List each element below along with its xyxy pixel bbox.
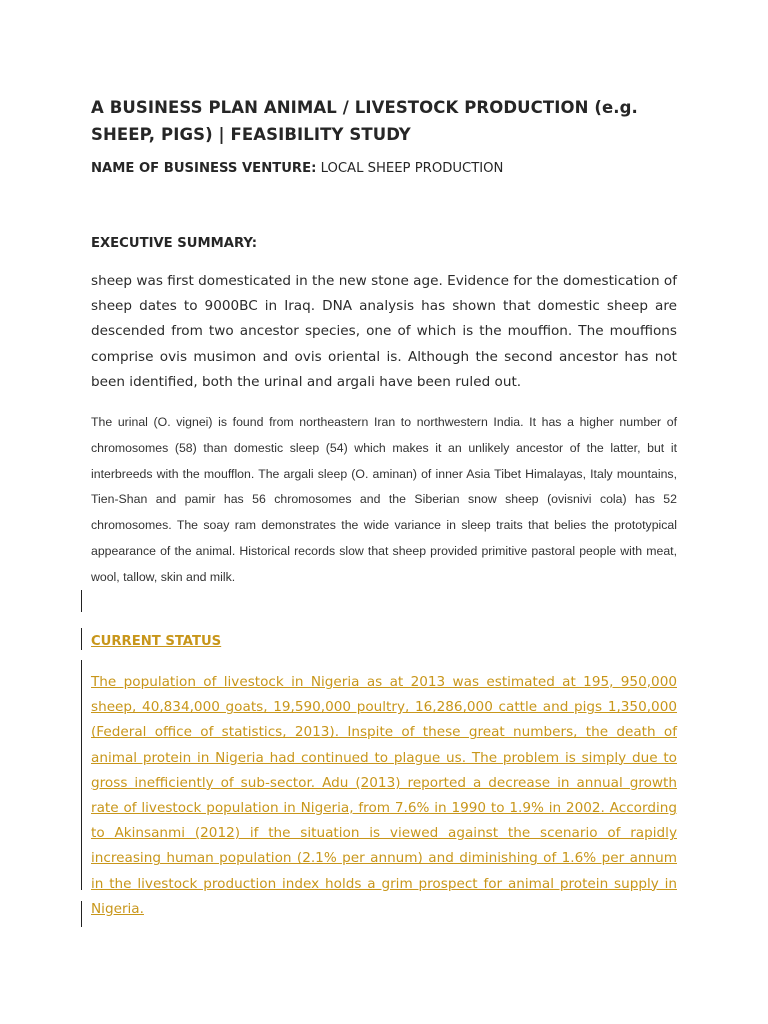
document-title: A BUSINESS PLAN ANIMAL / LIVESTOCK PRODUCTION (e.g. SHEEP, PIGS) | FEASIBILITY STUDY [91,98,638,144]
text-cursor[interactable] [81,628,82,650]
text-cursor[interactable] [81,901,82,927]
business-venture-line [91,159,503,179]
business-venture-value: LOCAL SHEEP PRODUCTION [320,161,504,176]
current-status-heading: CURRENT STATUS [91,634,222,649]
executive-summary-paragraph: sheep was first domesticated in the new stone age. Evidence for the domestication of sheep dates to 9000BC in Iraq. DNA analysis has shown that domestic sheep are descended from two ancestor species, one of which is the mouffion. The mouffions comprise ovis musimon and ovis oriental is. Although the second ancestor has not been identified, both the urinal and argali have been ruled out. [91,273,677,390]
executive-summary-heading: EXECUTIVE SUMMARY: [91,236,258,251]
business-venture-label: NAME OF BUSINESS VENTURE: [91,161,317,176]
urinal-paragraph: The urinal (O. vignei) is found from northeastern Iran to northwestern India. It has a higher number of chromosomes (58) than domestic sleep (54) which makes it an unlikely ancestor of the latter, but it interbreeds with the moufflon. The argali sleep (O. aminan) of inner Asia Tibet Himalayas, Italy mountains, Tien-Shan and pamir has 56 chromosomes and the Siberian snow sheep (ovisnivi cola) has 52 chromosomes. The soay ram demonstrates the wide variance in sleep traits that belies the prototypical appearance of the animal. Historical records slow that sheep provided primitive pastoral people with meat, wool, tallow, skin and milk. [91,415,677,584]
text-cursor[interactable] [81,590,82,612]
tracked-change-bar [81,660,82,890]
current-status-paragraph: The population of livestock in Nigeria as at 2013 was estimated at 195, 950,000 sheep, 40,834,000 goats, 19,590,000 poultry, 16,286,000 cattle and pigs 1,350,000 (Federal office of statistics, 2013). Inspite of these great numbers, the death of animal protein in Nigeria had continued to plague us. The problem is simply due to gross inefficiently of sub-sector. Adu (2013) reported a decrease in annual growth rate of livestock population in Nigeria, from 7.6% in 1990 to 1.9% in 2002. According to Akinsanmi (2012) if the situation is viewed against the scenario of rapidly increasing human population (2.1% per annum) and diminishing of 1.6% per annum in the livestock production index holds a grim prospect for animal protein supply in Nigeria. [91,674,677,917]
